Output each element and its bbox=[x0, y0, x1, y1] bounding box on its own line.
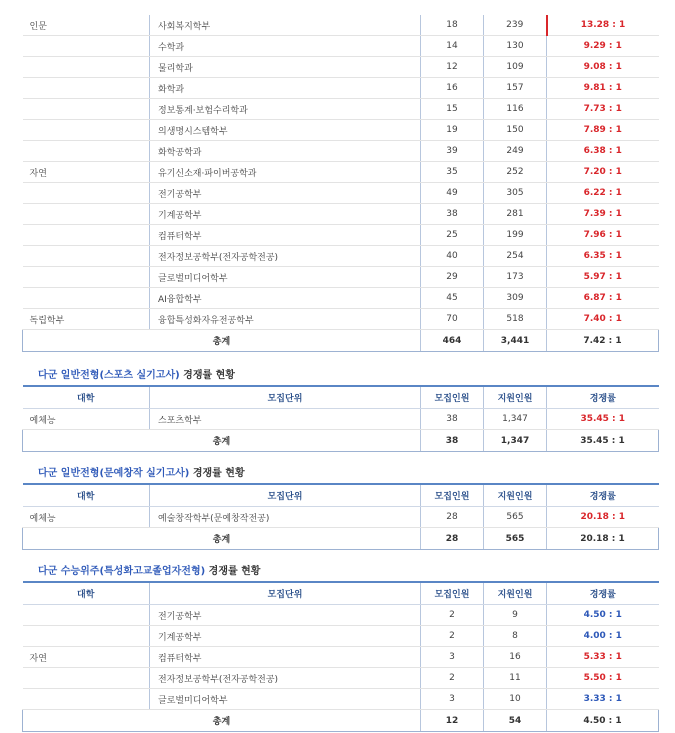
univ-cell bbox=[23, 183, 150, 204]
univ-cell bbox=[23, 57, 150, 78]
rate-cell: 9.08 : 1 bbox=[547, 57, 659, 78]
section-title-creative-writing bbox=[38, 464, 245, 479]
rate-cell: 35.45 : 1 bbox=[547, 409, 659, 430]
univ-cell: 예체능 bbox=[23, 507, 150, 528]
applicants-cell: 305 bbox=[484, 183, 547, 204]
table-row bbox=[23, 409, 659, 430]
vocational-table-body bbox=[23, 605, 659, 710]
univ-cell: 인문 bbox=[23, 15, 150, 36]
rate-cell: 6.35 : 1 bbox=[547, 246, 659, 267]
applicants-cell: 254 bbox=[484, 246, 547, 267]
quota-cell: 19 bbox=[421, 120, 484, 141]
table-row bbox=[23, 15, 659, 36]
quota-cell: 15 bbox=[421, 99, 484, 120]
quota-cell: 16 bbox=[421, 78, 484, 99]
header-univ: 대학 bbox=[23, 484, 150, 507]
univ-cell: 자연 bbox=[23, 647, 150, 668]
unit-cell: 화학공학과 bbox=[150, 141, 421, 162]
applicants-cell: 16 bbox=[484, 647, 547, 668]
rate-cell: 13.28 : 1 bbox=[547, 15, 659, 36]
unit-cell: AI융합학부 bbox=[150, 288, 421, 309]
total-rate: 7.42 : 1 bbox=[547, 330, 659, 352]
table-row bbox=[23, 57, 659, 78]
main-table-body bbox=[23, 15, 659, 330]
table-row bbox=[23, 246, 659, 267]
quota-cell: 3 bbox=[421, 647, 484, 668]
table-row bbox=[23, 162, 659, 183]
rate-cell: 6.87 : 1 bbox=[547, 288, 659, 309]
table-row bbox=[23, 689, 659, 710]
total-rate: 20.18 : 1 bbox=[547, 528, 659, 550]
unit-cell: 사회복지학부 bbox=[150, 15, 421, 36]
total-row bbox=[23, 330, 659, 352]
applicants-cell: 109 bbox=[484, 57, 547, 78]
applicants-cell: 173 bbox=[484, 267, 547, 288]
applicants-cell: 249 bbox=[484, 141, 547, 162]
header-applicants: 지원인원 bbox=[484, 582, 547, 605]
table-header-row bbox=[23, 386, 659, 409]
header-quota: 모집인원 bbox=[421, 484, 484, 507]
quota-cell: 3 bbox=[421, 689, 484, 710]
total-row bbox=[23, 430, 659, 452]
univ-cell bbox=[23, 246, 150, 267]
univ-cell bbox=[23, 225, 150, 246]
unit-cell: 기계공학부 bbox=[150, 626, 421, 647]
sports-competition-table bbox=[22, 385, 659, 452]
table-row bbox=[23, 225, 659, 246]
univ-cell bbox=[23, 605, 150, 626]
total-label: 총계 bbox=[23, 710, 421, 732]
total-applicants: 1,347 bbox=[484, 430, 547, 452]
table-row bbox=[23, 78, 659, 99]
quota-cell: 12 bbox=[421, 57, 484, 78]
unit-cell: 예술창작학부(문예창작전공) bbox=[150, 507, 421, 528]
applicants-cell: 157 bbox=[484, 78, 547, 99]
total-rate: 35.45 : 1 bbox=[547, 430, 659, 452]
rate-cell: 5.33 : 1 bbox=[547, 647, 659, 668]
table-header-row bbox=[23, 582, 659, 605]
section-title-suffix: 경쟁률 현황 bbox=[189, 468, 245, 479]
section-title-suffix: 경쟁률 현황 bbox=[179, 370, 235, 381]
table-row bbox=[23, 99, 659, 120]
rate-cell: 9.81 : 1 bbox=[547, 78, 659, 99]
total-quota: 28 bbox=[421, 528, 484, 550]
rate-cell: 6.22 : 1 bbox=[547, 183, 659, 204]
quota-cell: 49 bbox=[421, 183, 484, 204]
applicants-cell: 10 bbox=[484, 689, 547, 710]
total-applicants: 3,441 bbox=[484, 330, 547, 352]
unit-cell: 기계공학부 bbox=[150, 204, 421, 225]
quota-cell: 18 bbox=[421, 15, 484, 36]
applicants-cell: 8 bbox=[484, 626, 547, 647]
applicants-cell: 565 bbox=[484, 507, 547, 528]
applicants-cell: 518 bbox=[484, 309, 547, 330]
creative-writing-competition-table bbox=[22, 483, 659, 550]
rate-cell: 6.38 : 1 bbox=[547, 141, 659, 162]
section-title-sports bbox=[38, 366, 235, 381]
rate-cell: 5.50 : 1 bbox=[547, 668, 659, 689]
quota-cell: 29 bbox=[421, 267, 484, 288]
total-row bbox=[23, 710, 659, 732]
rate-cell: 7.39 : 1 bbox=[547, 204, 659, 225]
rate-cell: 20.18 : 1 bbox=[547, 507, 659, 528]
total-row bbox=[23, 528, 659, 550]
table-row bbox=[23, 183, 659, 204]
unit-cell: 전기공학부 bbox=[150, 183, 421, 204]
table-row bbox=[23, 626, 659, 647]
quota-cell: 40 bbox=[421, 246, 484, 267]
unit-cell: 수학과 bbox=[150, 36, 421, 57]
table-header-row bbox=[23, 484, 659, 507]
quota-cell: 70 bbox=[421, 309, 484, 330]
rate-cell: 7.20 : 1 bbox=[547, 162, 659, 183]
applicants-cell: 1,347 bbox=[484, 409, 547, 430]
rate-cell: 7.40 : 1 bbox=[547, 309, 659, 330]
unit-cell: 컴퓨터학부 bbox=[150, 647, 421, 668]
unit-cell: 정보통계·보험수리학과 bbox=[150, 99, 421, 120]
table-row bbox=[23, 141, 659, 162]
vocational-competition-table bbox=[22, 581, 659, 732]
total-applicants: 54 bbox=[484, 710, 547, 732]
unit-cell: 글로벌미디어학부 bbox=[150, 689, 421, 710]
rate-cell: 9.29 : 1 bbox=[547, 36, 659, 57]
rate-cell: 3.33 : 1 bbox=[547, 689, 659, 710]
total-label: 총계 bbox=[23, 330, 421, 352]
unit-cell: 전기공학부 bbox=[150, 605, 421, 626]
quota-cell: 25 bbox=[421, 225, 484, 246]
header-rate: 경쟁률 bbox=[547, 484, 659, 507]
applicants-cell: 252 bbox=[484, 162, 547, 183]
quota-cell: 2 bbox=[421, 668, 484, 689]
table-row bbox=[23, 507, 659, 528]
quota-cell: 38 bbox=[421, 409, 484, 430]
table-row bbox=[23, 605, 659, 626]
table-row bbox=[23, 647, 659, 668]
rate-cell: 5.97 : 1 bbox=[547, 267, 659, 288]
header-applicants: 지원인원 bbox=[484, 386, 547, 409]
applicants-cell: 9 bbox=[484, 605, 547, 626]
quota-cell: 45 bbox=[421, 288, 484, 309]
univ-cell bbox=[23, 204, 150, 225]
header-univ: 대학 bbox=[23, 582, 150, 605]
header-rate: 경쟁률 bbox=[547, 582, 659, 605]
section-title-highlight: 다군 수능위주(특성화고교졸업자전형) bbox=[38, 566, 206, 577]
total-quota: 12 bbox=[421, 710, 484, 732]
unit-cell: 스포츠학부 bbox=[150, 409, 421, 430]
univ-cell bbox=[23, 120, 150, 141]
unit-cell: 글로벌미디어학부 bbox=[150, 267, 421, 288]
unit-cell: 컴퓨터학부 bbox=[150, 225, 421, 246]
section-title-vocational bbox=[38, 562, 260, 577]
total-applicants: 565 bbox=[484, 528, 547, 550]
header-applicants: 지원인원 bbox=[484, 484, 547, 507]
quota-cell: 39 bbox=[421, 141, 484, 162]
quota-cell: 28 bbox=[421, 507, 484, 528]
unit-cell: 유기신소재·파이버공학과 bbox=[150, 162, 421, 183]
header-unit: 모집단위 bbox=[150, 386, 421, 409]
applicants-cell: 239 bbox=[484, 15, 547, 36]
total-label: 총계 bbox=[23, 430, 421, 452]
univ-cell bbox=[23, 141, 150, 162]
total-quota: 38 bbox=[421, 430, 484, 452]
rate-cell: 7.96 : 1 bbox=[547, 225, 659, 246]
total-label: 총계 bbox=[23, 528, 421, 550]
section-title-highlight: 다군 일반전형(스포츠 실기고사) bbox=[38, 370, 180, 381]
univ-cell: 자연 bbox=[23, 162, 150, 183]
unit-cell: 전자정보공학부(전자공학전공) bbox=[150, 246, 421, 267]
applicants-cell: 11 bbox=[484, 668, 547, 689]
header-rate: 경쟁률 bbox=[547, 386, 659, 409]
univ-cell: 예체능 bbox=[23, 409, 150, 430]
section-title-highlight: 다군 일반전형(문예창작 실기고사) bbox=[38, 468, 190, 479]
applicants-cell: 150 bbox=[484, 120, 547, 141]
main-table-total bbox=[23, 330, 659, 352]
quota-cell: 2 bbox=[421, 626, 484, 647]
unit-cell: 융합특성화자유전공학부 bbox=[150, 309, 421, 330]
section-title-suffix: 경쟁률 현황 bbox=[205, 566, 261, 577]
rate-cell: 7.73 : 1 bbox=[547, 99, 659, 120]
header-unit: 모집단위 bbox=[150, 582, 421, 605]
rate-cell: 4.50 : 1 bbox=[547, 605, 659, 626]
univ-cell bbox=[23, 668, 150, 689]
univ-cell bbox=[23, 689, 150, 710]
table-row bbox=[23, 36, 659, 57]
total-quota: 464 bbox=[421, 330, 484, 352]
main-competition-table bbox=[22, 15, 659, 352]
rate-cell: 4.00 : 1 bbox=[547, 626, 659, 647]
table-row bbox=[23, 204, 659, 225]
quota-cell: 38 bbox=[421, 204, 484, 225]
table-row bbox=[23, 288, 659, 309]
univ-cell bbox=[23, 626, 150, 647]
unit-cell: 전자정보공학부(전자공학전공) bbox=[150, 668, 421, 689]
table-row bbox=[23, 668, 659, 689]
applicants-cell: 281 bbox=[484, 204, 547, 225]
header-quota: 모집인원 bbox=[421, 386, 484, 409]
univ-cell bbox=[23, 99, 150, 120]
unit-cell: 화학과 bbox=[150, 78, 421, 99]
quota-cell: 35 bbox=[421, 162, 484, 183]
table-row bbox=[23, 120, 659, 141]
univ-cell bbox=[23, 267, 150, 288]
applicants-cell: 130 bbox=[484, 36, 547, 57]
header-unit: 모집단위 bbox=[150, 484, 421, 507]
applicants-cell: 116 bbox=[484, 99, 547, 120]
header-univ: 대학 bbox=[23, 386, 150, 409]
univ-cell: 독립학부 bbox=[23, 309, 150, 330]
quota-cell: 2 bbox=[421, 605, 484, 626]
rate-cell: 7.89 : 1 bbox=[547, 120, 659, 141]
unit-cell: 의생명시스템학부 bbox=[150, 120, 421, 141]
univ-cell bbox=[23, 36, 150, 57]
header-quota: 모집인원 bbox=[421, 582, 484, 605]
univ-cell bbox=[23, 78, 150, 99]
quota-cell: 14 bbox=[421, 36, 484, 57]
applicants-cell: 309 bbox=[484, 288, 547, 309]
table-row bbox=[23, 309, 659, 330]
univ-cell bbox=[23, 288, 150, 309]
table-row bbox=[23, 267, 659, 288]
unit-cell: 물리학과 bbox=[150, 57, 421, 78]
applicants-cell: 199 bbox=[484, 225, 547, 246]
total-rate: 4.50 : 1 bbox=[547, 710, 659, 732]
